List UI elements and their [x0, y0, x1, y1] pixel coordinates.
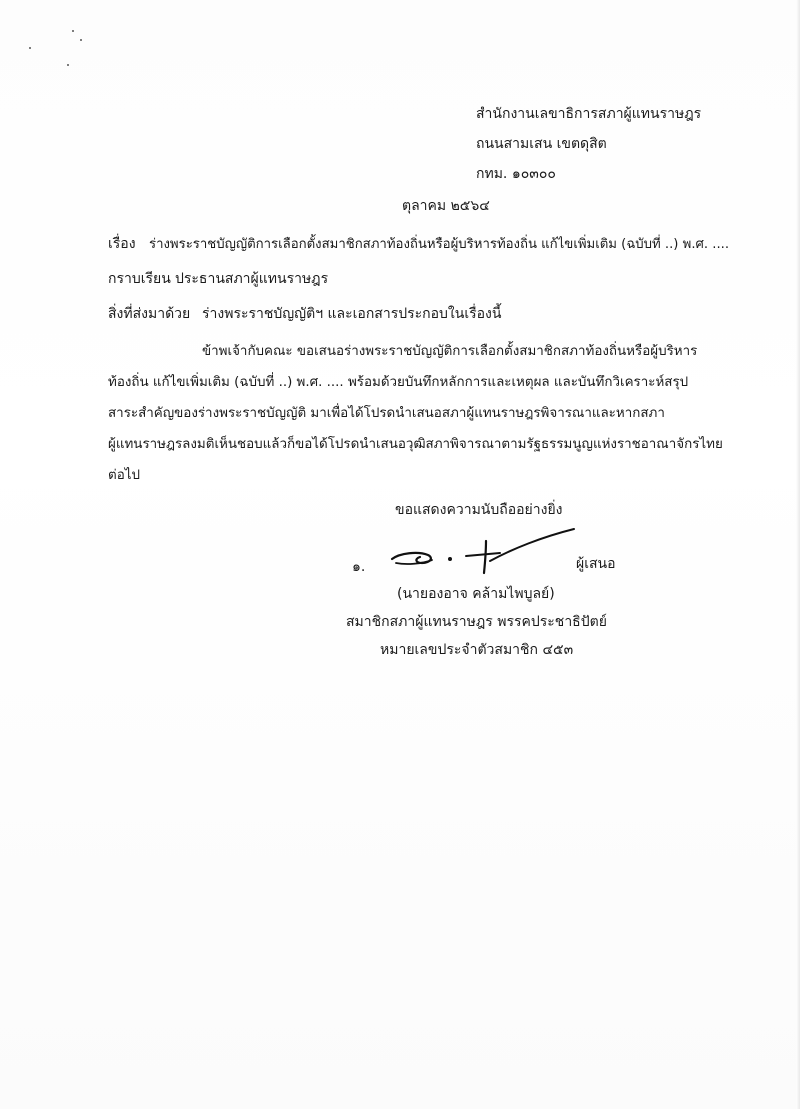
signatory-member-number: หมายเลขประจำตัวสมาชิก ๔๕๓: [380, 642, 574, 658]
signatory-role: ผู้เสนอ: [576, 556, 616, 572]
enclosure-text: ร่างพระราชบัญญัติฯ และเอกสารประกอบในเรื่องนี้: [202, 306, 502, 322]
body-line: ผู้แทนราษฎรลงมติเห็นชอบแล้วก็ขอได้โปรดนำเสนอวุฒิสภาพิจารณาตามรัฐธรรมนูญแห่งราชอาณาจักรไทย: [108, 437, 723, 452]
salutation-label: กราบเรียน: [108, 271, 171, 287]
page-edge-shadow: [796, 0, 800, 1109]
signatory-position: สมาชิกสภาผู้แทนราษฎร พรรคประชาธิปัตย์: [346, 614, 607, 630]
sender-address-line3: กทม. ๑๐๓๐๐: [476, 166, 556, 182]
body-line: ต่อไป: [108, 468, 140, 483]
handwritten-signature: [382, 523, 582, 583]
subject-label: เรื่อง: [108, 236, 136, 252]
scan-speck: [29, 47, 31, 49]
body-line: ท้องถิ่น แก้ไขเพิ่มเติม (ฉบับที่ ..) พ.ศ. .... พร้อมด้วยบันทึกหลักการและเหตุผล และบันทึกวิเคราะห์สรุป: [108, 375, 689, 390]
scan-speck: [80, 39, 82, 41]
salutation-text: ประธานสภาผู้แทนราษฎร: [175, 271, 329, 287]
sender-address-line2: ถนนสามเสน เขตดุสิต: [476, 136, 607, 152]
enclosure-label: สิ่งที่ส่งมาด้วย: [108, 306, 191, 322]
closing-phrase: ขอแสดงความนับถืออย่างยิ่ง: [395, 502, 563, 518]
signatory-name: (นายองอาจ คล้ามไพบูลย์): [397, 586, 555, 602]
letter-date: ตุลาคม ๒๕๖๔: [402, 198, 490, 214]
subject-text: ร่างพระราชบัญญัติการเลือกตั้งสมาชิกสภาท้องถิ่นหรือผู้บริหารท้องถิ่น แก้ไขเพิ่มเติม (ฉบับที่ ..) พ.ศ. ....: [149, 237, 730, 252]
signatory-number: ๑.: [352, 559, 366, 575]
scan-speck: [72, 30, 74, 32]
scan-speck: [67, 64, 69, 66]
sender-address-line1: สำนักงานเลขาธิการสภาผู้แทนราษฎร: [476, 106, 702, 122]
body-line: ข้าพเจ้ากับคณะ ขอเสนอร่างพระราชบัญญัติการเลือกตั้งสมาชิกสภาท้องถิ่นหรือผู้บริหาร: [202, 344, 698, 359]
body-line: สาระสำคัญของร่างพระราชบัญญัติ มาเพื่อได้โปรดนำเสนอสภาผู้แทนราษฎรพิจารณาและหากสภา: [108, 406, 665, 421]
